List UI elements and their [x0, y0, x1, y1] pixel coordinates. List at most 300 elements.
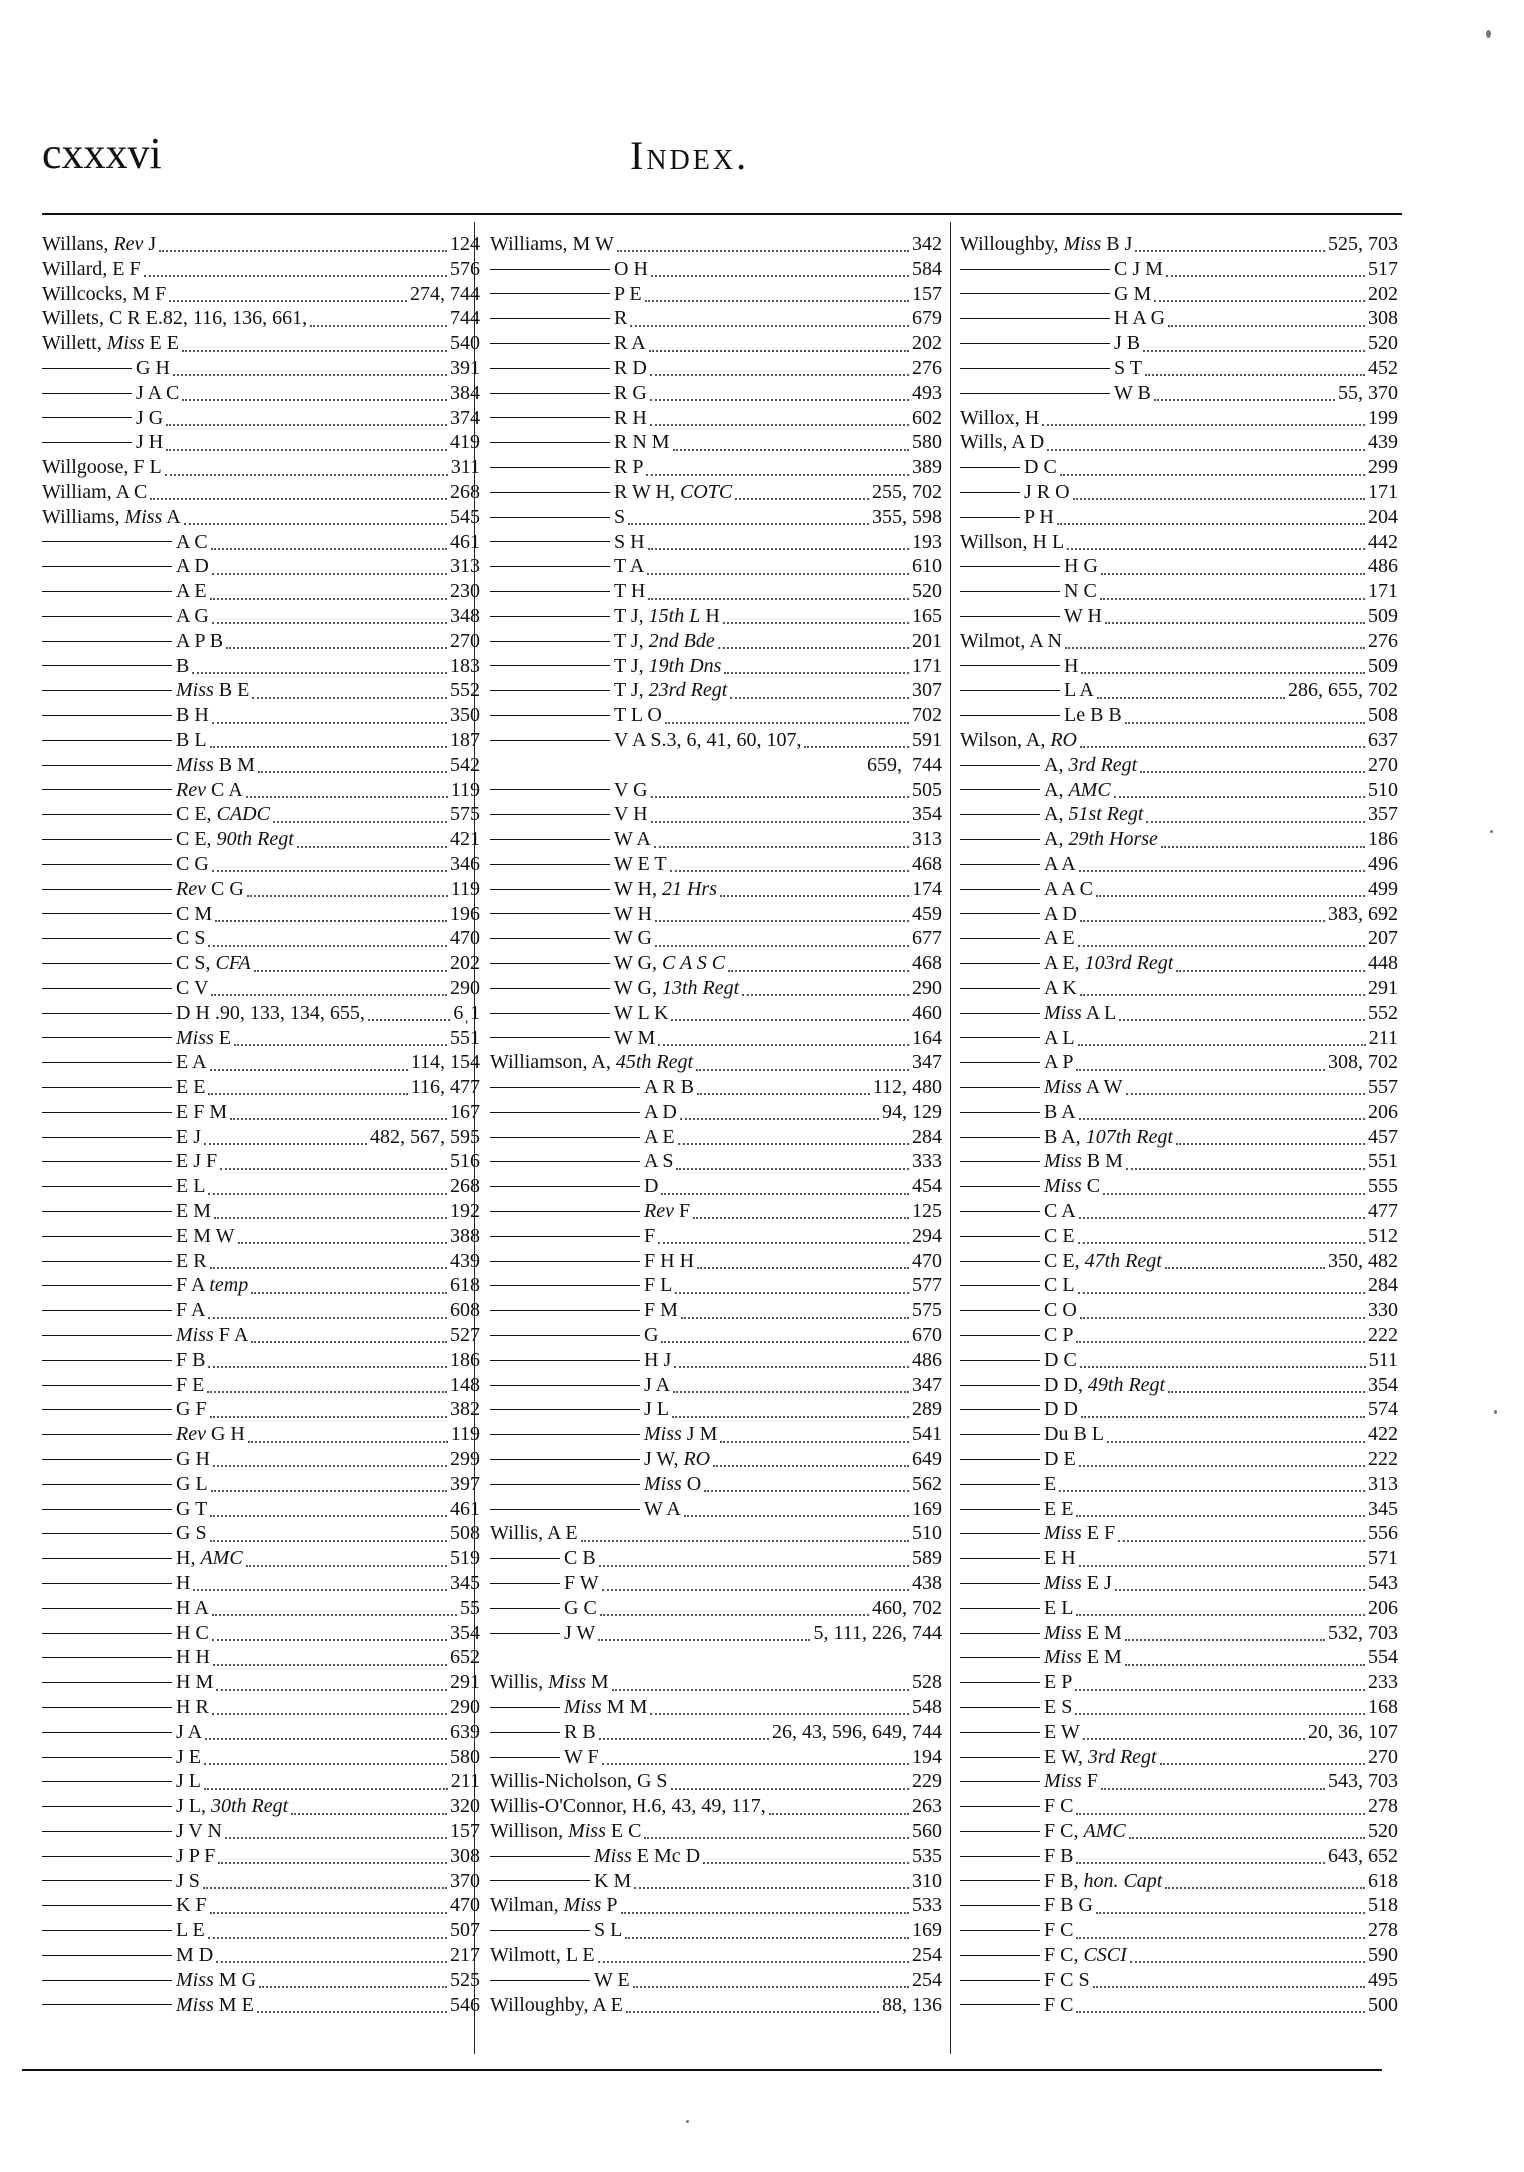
ditto-rule [490, 1732, 560, 1733]
index-entry [42, 406, 480, 431]
ditto-rule [42, 1905, 172, 1906]
entry-pages: 590 [1368, 1943, 1398, 1966]
dot-leader [730, 683, 909, 699]
index-entry [960, 1397, 1398, 1422]
entry-name: F B [176, 1348, 206, 1371]
entry-name: Miss E M [1044, 1646, 1122, 1669]
entry-name: W H, 21 Hrs [614, 877, 717, 900]
ditto-rule [490, 1285, 640, 1286]
entry-name: Miss E [176, 1026, 232, 1049]
entry-pages: 545 [450, 505, 480, 528]
dot-leader [1042, 410, 1365, 426]
entry-pages: 211 [1368, 1026, 1398, 1049]
index-entry [42, 1993, 480, 2018]
index-entry [960, 1521, 1398, 1546]
entry-name: Willgoose, F L [42, 456, 162, 479]
entry-pages: 519 [450, 1547, 480, 1570]
entry-pages: 308 [450, 1844, 480, 1867]
index-entry [490, 1596, 942, 1621]
dot-leader [1168, 311, 1365, 327]
index-entry [490, 1273, 942, 1298]
index-entry [490, 1968, 942, 1993]
index-entry [490, 1794, 942, 1819]
entry-pages: 543 [1368, 1572, 1398, 1595]
index-entry [490, 728, 942, 753]
index-entry [42, 232, 480, 257]
index-entry [42, 1026, 480, 1051]
entry-pages: 477 [1368, 1200, 1398, 1223]
ditto-rule [960, 913, 1040, 914]
entry-pages: 509 [1368, 654, 1398, 677]
dot-leader [1101, 559, 1365, 575]
entry-name: R B [564, 1720, 596, 1743]
dot-leader [648, 584, 909, 600]
dot-leader [1076, 1327, 1365, 1343]
dot-leader [216, 1675, 447, 1691]
dot-leader [1081, 1402, 1365, 1418]
ditto-rule [490, 1137, 640, 1138]
index-column-1 [42, 232, 480, 2017]
entry-pages: 55, 370 [1338, 381, 1398, 404]
dot-leader [742, 980, 909, 996]
entry-name: Miss M G [176, 1968, 257, 1991]
entry-pages: 542 [450, 753, 480, 776]
entry-pages: 557 [1368, 1076, 1398, 1099]
dot-leader [368, 1005, 450, 1021]
index-entry [960, 802, 1398, 827]
entry-name: W M [614, 1026, 656, 1049]
entry-pages: 278 [1368, 1919, 1398, 1942]
index-entry [490, 629, 942, 654]
dot-leader [165, 460, 448, 476]
dot-leader [1096, 881, 1365, 897]
entry-pages: 211 [450, 1770, 480, 1793]
dot-leader [211, 534, 447, 550]
entry-pages: 574 [1368, 1398, 1398, 1421]
index-entry [42, 802, 480, 827]
entry-pages: 460, 702 [872, 1596, 942, 1619]
ditto-rule [42, 1533, 172, 1534]
dot-leader [633, 1972, 909, 1988]
dot-leader [1080, 980, 1365, 996]
ditto-rule [42, 1062, 172, 1063]
index-entry [960, 1224, 1398, 1249]
entry-pages: 217 [450, 1943, 480, 1966]
entry-pages: 383, 692 [1328, 902, 1398, 925]
entry-name: G F [176, 1398, 207, 1421]
entry-pages: 330 [1368, 1299, 1398, 1322]
top-rule [42, 213, 1402, 215]
ditto-rule [490, 591, 610, 592]
entry-pages: 584 [912, 257, 942, 280]
entry-pages: 461 [450, 530, 480, 553]
dot-leader [1060, 460, 1365, 476]
index-entry [960, 629, 1398, 654]
index-entry [490, 1819, 942, 1844]
entry-name: Miss E J [1044, 1572, 1112, 1595]
dot-leader [654, 832, 909, 848]
entry-name: J H [136, 431, 164, 454]
ditto-rule [490, 1608, 560, 1609]
entry-name: Du B L [1044, 1423, 1104, 1446]
ditto-rule [42, 1285, 172, 1286]
ditto-rule [42, 1335, 172, 1336]
index-entry [42, 530, 480, 555]
ditto-rule [490, 665, 610, 666]
ditto-rule [960, 1657, 1040, 1658]
index-entry [42, 1645, 480, 1670]
ditto-rule [960, 1831, 1040, 1832]
ditto-rule [42, 1087, 172, 1088]
entry-pages: 702 [912, 704, 942, 727]
index-entry [42, 1075, 480, 1100]
entry-pages: 527 [450, 1324, 480, 1347]
entry-pages: 268 [450, 480, 480, 503]
entry-name: F A [176, 1299, 206, 1322]
entry-name: J S [176, 1869, 200, 1892]
entry-name: L E [176, 1919, 205, 1942]
entry-name: J G [136, 406, 164, 429]
ditto-rule [42, 417, 132, 418]
ditto-rule [490, 1484, 640, 1485]
entry-name: R P [614, 456, 644, 479]
entry-name: Willison, Miss E C [490, 1820, 642, 1842]
entry-name: A D [1044, 902, 1077, 925]
dot-leader [184, 509, 447, 525]
entry-pages: 347 [912, 1051, 942, 1074]
entry-name: Miss F [1044, 1770, 1098, 1793]
index-entry [42, 1794, 480, 1819]
index-entry [490, 1943, 942, 1968]
index-entry [960, 852, 1398, 877]
dot-leader [251, 1327, 447, 1343]
dot-leader [1080, 906, 1325, 922]
ditto-rule [490, 1335, 640, 1336]
ditto-rule [960, 1806, 1040, 1807]
entry-pages: 350, 482 [1328, 1249, 1398, 1272]
index-entry [42, 1373, 480, 1398]
ditto-rule [42, 938, 172, 939]
index-entry [42, 1149, 480, 1174]
entry-name: Miss M M [564, 1696, 648, 1719]
index-entry [490, 1745, 942, 1770]
entry-pages: 419 [450, 431, 480, 454]
ditto-rule [42, 1930, 172, 1931]
entry-name: Wilman, Miss P [490, 1894, 618, 1917]
entry-pages: 575 [450, 803, 480, 826]
entry-name: T J, 23rd Regt [614, 679, 728, 702]
entry-name: G [644, 1324, 659, 1347]
ditto-rule [490, 368, 610, 369]
dot-leader [212, 1625, 447, 1641]
entry-name: J B [1114, 332, 1141, 355]
dot-leader [661, 1327, 909, 1343]
ditto-rule [490, 1360, 640, 1361]
ditto-rule [960, 1484, 1040, 1485]
entry-name: A R B [644, 1076, 695, 1099]
dot-leader [258, 757, 447, 773]
dot-leader [696, 1055, 909, 1071]
margin-speckle [1494, 1410, 1497, 1414]
entry-pages: 268 [450, 1175, 480, 1198]
index-entry [490, 678, 942, 703]
index-entry [960, 753, 1398, 778]
ditto-rule [960, 963, 1040, 964]
index-entry [42, 1174, 480, 1199]
entry-pages: 554 [1368, 1646, 1398, 1669]
entry-name: A, 29th Horse [1044, 828, 1158, 851]
ditto-rule [960, 864, 1040, 865]
entry-pages: 508 [450, 1522, 480, 1545]
entry-pages: 276 [912, 356, 942, 379]
ditto-rule [490, 517, 610, 518]
entry-pages: 320 [450, 1795, 480, 1818]
dot-leader [208, 1923, 447, 1939]
index-entry [42, 356, 480, 381]
dot-leader [681, 1303, 909, 1319]
entry-pages: 233 [1368, 1671, 1398, 1694]
dot-leader [257, 1997, 447, 2013]
ditto-rule [42, 566, 172, 567]
index-entry [490, 530, 942, 555]
index-entry [490, 976, 942, 1001]
entry-pages: 222 [1368, 1324, 1398, 1347]
ditto-rule [960, 1980, 1040, 1981]
index-entry [960, 1026, 1398, 1051]
ditto-rule [42, 1583, 172, 1584]
entry-pages: 125 [912, 1200, 942, 1223]
index-entry [490, 802, 942, 827]
entry-name: G T [176, 1497, 208, 1520]
ditto-rule [960, 467, 1020, 468]
entry-name: E M W [176, 1224, 235, 1247]
index-entry [960, 1075, 1398, 1100]
dot-leader [1075, 1699, 1365, 1715]
entry-pages: 397 [450, 1472, 480, 1495]
ditto-rule [490, 690, 610, 691]
dot-leader [173, 360, 447, 376]
dot-leader [208, 1303, 447, 1319]
entry-name: D H .90, 133, 134, 655, [176, 1001, 365, 1024]
dot-leader [210, 1501, 447, 1517]
dot-leader [1059, 1476, 1365, 1492]
index-entry [42, 1001, 480, 1026]
entry-pages: 580 [912, 431, 942, 454]
entry-pages: 543, 703 [1328, 1770, 1398, 1793]
ditto-rule [490, 1459, 640, 1460]
ditto-rule [490, 1707, 560, 1708]
entry-name: K F [176, 1894, 207, 1917]
dot-leader [1154, 385, 1335, 401]
entry-pages: 511 [1368, 1348, 1398, 1371]
entry-name: J W, RO [644, 1448, 711, 1471]
dot-leader [208, 1179, 447, 1195]
index-entry [490, 1670, 942, 1695]
entry-pages: 119 [450, 877, 480, 900]
entry-pages: 333 [912, 1150, 942, 1173]
ditto-rule [960, 269, 1110, 270]
ditto-rule [490, 616, 610, 617]
entry-name: Wilson, A, RO [960, 728, 1077, 751]
ditto-rule [42, 616, 172, 617]
dot-leader [252, 683, 447, 699]
entry-pages: 354 [450, 1621, 480, 1644]
index-entry [960, 1943, 1398, 1968]
ditto-rule [490, 1211, 640, 1212]
entry-name: W G, C A S C [614, 952, 726, 975]
entry-pages: 114, 154 [410, 1051, 480, 1074]
entry-pages: 202 [1368, 282, 1398, 305]
dot-leader [1065, 633, 1365, 649]
entry-name: Miss A W [1044, 1076, 1123, 1099]
entry-name: C E, CADC [176, 803, 270, 826]
dot-leader [676, 1154, 909, 1170]
entry-name: Willcocks, M F [42, 282, 167, 305]
entry-pages: 618 [1368, 1869, 1398, 1892]
index-entry [42, 1397, 480, 1422]
entry-pages: 174 [912, 877, 942, 900]
entry-pages: 486 [912, 1348, 942, 1371]
dot-leader [208, 1079, 407, 1095]
index-entry [960, 306, 1398, 331]
index-entry [42, 1745, 480, 1770]
ditto-rule [960, 1856, 1040, 1857]
entry-name: Miss E Mc D [594, 1844, 701, 1867]
dot-leader [1135, 236, 1325, 252]
entry-pages: 643, 652 [1328, 1844, 1398, 1867]
dot-leader [192, 658, 447, 674]
ditto-rule [42, 864, 172, 865]
entry-pages: 230 [450, 580, 480, 603]
entry-pages: 346 [450, 852, 480, 875]
entry-name: F A temp [176, 1274, 249, 1297]
entry-name: Rev F [644, 1200, 691, 1223]
ditto-rule [42, 889, 172, 890]
entry-name: V G [614, 778, 648, 801]
ditto-rule [960, 1930, 1040, 1931]
entry-pages: 552 [450, 679, 480, 702]
dot-leader [713, 1451, 909, 1467]
entry-name: W L K [614, 1001, 669, 1024]
ditto-rule [960, 1682, 1040, 1683]
ditto-rule [490, 1236, 640, 1237]
dot-leader [650, 360, 909, 376]
entry-pages: 470 [450, 1894, 480, 1917]
entry-pages: 355, 598 [872, 505, 942, 528]
entry-name: H C [176, 1621, 209, 1644]
ditto-rule [490, 1385, 640, 1386]
index-entry [960, 1174, 1398, 1199]
dot-leader [697, 1253, 909, 1269]
ditto-rule [42, 541, 172, 542]
entry-name: William, A C [42, 480, 148, 503]
dot-leader [251, 1278, 447, 1294]
entry-name: B H [176, 704, 209, 727]
index-entry [960, 257, 1398, 282]
ditto-rule [42, 814, 172, 815]
index-entry [960, 1571, 1398, 1596]
dot-leader [1057, 509, 1365, 525]
ditto-rule [42, 963, 172, 964]
entry-pages: 199 [1368, 406, 1398, 429]
index-entry [960, 604, 1398, 629]
index-entry [42, 1422, 480, 1447]
dot-leader [1096, 1898, 1365, 1914]
entry-name: J L [644, 1398, 669, 1421]
entry-pages: 374 [450, 406, 480, 429]
entry-pages: 556 [1368, 1522, 1398, 1545]
entry-name: A E [644, 1125, 675, 1148]
entry-name: H [1064, 654, 1079, 677]
entry-pages: 562 [912, 1472, 942, 1495]
entry-pages: 602 [912, 406, 942, 429]
entry-name: C E, 90th Regt [176, 828, 294, 851]
index-entry [490, 1472, 942, 1497]
entry-pages: 421 [450, 828, 480, 851]
dot-leader [1100, 584, 1365, 600]
index-entry [960, 331, 1398, 356]
dot-leader [215, 906, 447, 922]
entry-name: W A [614, 828, 651, 851]
index-entry [490, 1001, 942, 1026]
index-entry [490, 1621, 942, 1646]
ditto-rule [960, 1434, 1040, 1435]
entry-name: A D [176, 555, 209, 578]
entry-pages: 552 [1368, 1001, 1398, 1024]
entry-pages: 165 [912, 604, 942, 627]
entry-name: Miss E F [1044, 1522, 1116, 1545]
entry-name: F B [1044, 1844, 1074, 1867]
entry-pages: 528 [912, 1671, 942, 1694]
ditto-rule [960, 765, 1040, 766]
dot-leader [1140, 757, 1365, 773]
ditto-rule [490, 839, 610, 840]
dot-leader [1176, 956, 1365, 972]
ditto-rule [42, 1880, 172, 1881]
ditto-rule [490, 889, 610, 890]
dot-leader [212, 559, 447, 575]
ditto-rule [42, 988, 172, 989]
index-entry [42, 1918, 480, 1943]
entry-name: A, AMC [1044, 778, 1111, 801]
index-entry [960, 827, 1398, 852]
ditto-rule [960, 616, 1060, 617]
entry-pages: 26, 43, 596, 649, 744 [772, 1720, 942, 1743]
index-entry [42, 1769, 480, 1794]
dot-leader [645, 286, 909, 302]
dot-leader [1145, 360, 1365, 376]
dot-leader [1176, 1129, 1365, 1145]
dot-leader [1105, 608, 1365, 624]
entry-name: R G [614, 381, 647, 404]
entry-name: Willis-Nicholson, G S [490, 1770, 668, 1793]
ditto-rule [960, 988, 1040, 989]
entry-pages: 520 [1368, 332, 1398, 355]
index-entry [960, 1844, 1398, 1869]
entry-name: S [614, 505, 626, 528]
entry-name: Willoughby, Miss B J [960, 233, 1133, 255]
index-entry [960, 356, 1398, 381]
entry-pages: 509 [1368, 604, 1398, 627]
index-entry [42, 1893, 480, 1918]
dot-leader [1119, 1005, 1365, 1021]
page-number: cxxxvi [42, 129, 162, 178]
entry-pages: 347 [912, 1373, 942, 1396]
dot-leader [207, 1377, 447, 1393]
entry-pages: 618 [450, 1274, 480, 1297]
entry-pages: 520 [912, 580, 942, 603]
index-entry [42, 579, 480, 604]
